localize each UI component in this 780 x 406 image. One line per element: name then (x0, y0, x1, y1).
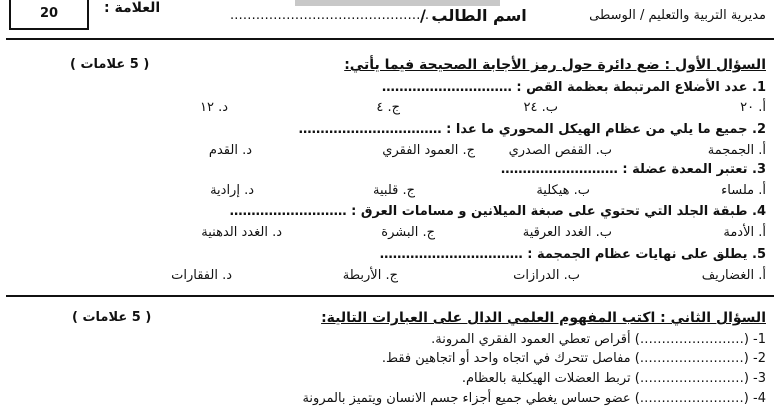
q1-item-2-option-a[interactable]: أ. الجمجمة (707, 143, 766, 158)
q2-item-1[interactable]: 1- (……………………) أقراص تعطي العمود الفقري المرونة. (431, 332, 766, 347)
q1-item-2-option-c[interactable]: ج. العمود الفقري (382, 143, 475, 158)
q1-item-1-option-c[interactable]: ج. ٤ (376, 100, 400, 115)
q1-item-5-question: 5. يطلق على نهايات عظام الجمجمة : …………………………… (379, 247, 766, 262)
q1-item-2-option-d[interactable]: د. القدم (208, 143, 252, 158)
grade-label: العلامة : (104, 0, 161, 16)
q1-item-4-option-d[interactable]: د. الغدد الدهنية (201, 225, 282, 240)
q1-item-1-question: 1. عدد الأضلاع المرتبطة بعظمة القص : ………………………… (381, 80, 766, 95)
q1-item-3-option-b[interactable]: ب. هيكلية (536, 183, 590, 198)
q1-item-1-option-a[interactable]: أ. ٢٠ (740, 100, 766, 115)
q1-item-3-option-a[interactable]: أ. ملساء (721, 183, 766, 198)
q1-item-2-option-b[interactable]: ب. القفص الصدري (508, 143, 612, 158)
q2-item-3[interactable]: 3- (……………………) تربط العضلات الهيكلية بالعظام. (461, 371, 766, 386)
q2-item-4[interactable]: 4- (……………………) عضو حساس يغطي جميع أجزاء جسم الانسان ويتميز بالمرونة (302, 391, 766, 406)
q1-title: السؤال الأول : ضع دائرة حول رمز الأجابة الصحيحة فيما يأتي: (344, 57, 766, 73)
q1-item-2-question: 2. جميع ما يلي من عظام الهيكل المحوري ما عدا : …………………………… (298, 122, 766, 137)
q2-item-2[interactable]: 2- (……………………) مفاصل تتحرك في اتجاه واحد أو اتجاهين فقط. (381, 351, 766, 366)
q1-item-4-option-c[interactable]: ج. البشرة (381, 225, 435, 240)
section-divider (6, 295, 774, 297)
q1-item-3-question: 3. تعتبر المعدة عضلة : ……………………… (500, 162, 766, 177)
q2-marks: ( 5 علامات ) (72, 310, 152, 325)
header-divider (6, 38, 774, 40)
q1-item-4-option-b[interactable]: ب. الغدد العرقية (522, 225, 612, 240)
score-box: 20 (9, 0, 89, 30)
q1-item-5-option-b[interactable]: ب. الدرازات (513, 268, 580, 283)
student-name-field[interactable]: ………………………………………. (230, 8, 430, 23)
q1-item-5-option-a[interactable]: أ. الغضاريف (701, 268, 766, 283)
q1-marks: ( 5 علامات ) (70, 57, 150, 72)
q2-title: السؤال الثاني : اكتب المفهوم العلمي الدال على العبارات التالية: (321, 310, 766, 326)
student-name-label: اسم الطالب / (420, 6, 527, 25)
q1-item-5-option-d[interactable]: د. الفقارات (171, 268, 232, 283)
directorate-label: مديرية التربية والتعليم / الوسطى (589, 8, 766, 23)
q1-item-4-option-a[interactable]: أ. الأدمة (723, 225, 766, 240)
q1-item-3-option-c[interactable]: ج. قلبية (373, 183, 415, 198)
q1-item-5-option-c[interactable]: ج. الأربطة (342, 268, 398, 283)
q1-item-4-question: 4. طبقة الجلد التي تحتوي على صبغة الميلانين و مسامات العرق : ……………………… (229, 204, 766, 219)
q1-item-1-option-d[interactable]: د. ١٢ (199, 100, 228, 115)
q1-item-1-option-b[interactable]: ب. ٢٤ (523, 100, 558, 115)
q1-item-3-option-d[interactable]: د. إرادية (210, 183, 254, 198)
